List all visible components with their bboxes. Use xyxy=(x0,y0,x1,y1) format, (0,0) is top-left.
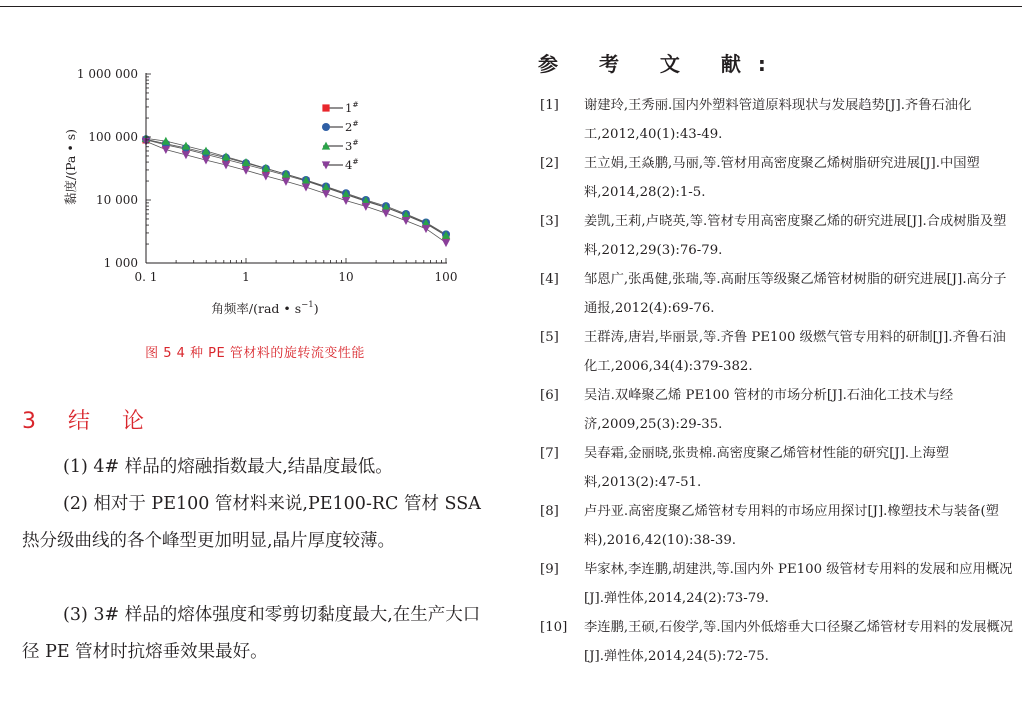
reference-number: [8] xyxy=(540,504,559,519)
section-title: 3 结 论 xyxy=(22,409,150,434)
reference-number: [4] xyxy=(540,272,559,287)
series-line-1 xyxy=(146,140,446,236)
conclusion-paragraph-2: (2) 相对于 PE100 管材料来说,PE100-RC 管材 SSA 热分级曲线的各个峰型更加明显,晶片厚度较薄。 xyxy=(22,494,481,551)
reference-text: 李连鹏,王硕,石俊学,等.国内外低熔垂大口径聚乙烯管材专用料的发展概况[J].弹性体,2014,24(5):72-75. xyxy=(584,620,1014,664)
legend-label-2: 2# xyxy=(345,119,359,134)
series-line-3 xyxy=(146,138,446,235)
reference-item xyxy=(540,555,1015,613)
reference-text: 卢丹亚.高密度聚乙烯管材专用料的市场应用探讨[J].橡塑技术与装备(塑料),2016,42(10):38-39. xyxy=(584,504,999,548)
reference-number: [7] xyxy=(540,446,559,461)
reference-item xyxy=(540,207,1015,265)
legend xyxy=(322,100,359,172)
reference-number: [10] xyxy=(540,620,568,635)
series-4-point xyxy=(442,239,450,247)
series-4-point xyxy=(222,161,230,169)
series-4-point xyxy=(402,217,410,225)
reference-text: 谢建玲,王秀丽.国内外塑料管道原料现状与发展趋势[J].齐鲁石油化工,2012,40(1):43-49. xyxy=(584,98,972,142)
y-axis-label: 黏度/(Pa • s) xyxy=(63,128,78,206)
x-tick-label-1: 1 xyxy=(242,270,250,284)
reference-number: [5] xyxy=(540,330,559,345)
reference-item xyxy=(540,91,1015,149)
series-4-point xyxy=(242,167,250,175)
y-tick-label-100000: 100 000 xyxy=(88,130,138,144)
reference-text: 姜凯,王莉,卢晓英,等.管材专用高密度聚乙烯的研究进展[J].合成树脂及塑料,2012,29(3):76-79. xyxy=(584,214,1007,258)
series-4-point xyxy=(302,184,310,192)
header-rule xyxy=(0,6,1022,7)
x-tick-label-100: 100 xyxy=(434,270,458,284)
series-4-point xyxy=(342,197,350,205)
series-4-point xyxy=(362,203,370,211)
reference-item xyxy=(540,439,1015,497)
figure-caption: 图 5 4 种 PE 管材料的旋转流变性能 xyxy=(145,346,365,361)
reference-number: [6] xyxy=(540,388,559,403)
conclusion-paragraph-3: (3) 3# 样品的熔体强度和零剪切黏度最大,在生产大口径 PE 管材时抗熔垂效果最好。 xyxy=(22,605,481,662)
reference-item xyxy=(540,613,1015,671)
reference-number: [2] xyxy=(540,156,559,171)
y-tick-label-10000: 10 000 xyxy=(96,193,138,207)
reference-item xyxy=(540,381,1015,439)
axes xyxy=(146,73,447,263)
reference-item xyxy=(540,323,1015,381)
legend-label-1: 1# xyxy=(345,100,359,115)
series-4-point xyxy=(382,209,390,217)
reference-text: 王立娟,王焱鹏,马丽,等.管材用高密度聚乙烯树脂研究进展[J].中国塑料,2014,28(2):1-5. xyxy=(584,156,980,200)
reference-item xyxy=(540,149,1015,207)
reference-text: 吴春霜,金丽晓,张贵棉.高密度聚乙烯管材性能的研究[J].上海塑料,2013(2):47-51. xyxy=(584,446,950,490)
reference-number: [1] xyxy=(540,98,559,113)
reference-number: [3] xyxy=(540,214,559,229)
y-tick-label-1000000: 1 000 000 xyxy=(76,67,138,81)
reference-number: [9] xyxy=(540,562,559,577)
legend-marker-1 xyxy=(322,104,329,111)
reference-text: 毕家林,李连鹏,胡建洪,等.国内外 PE100 级管材专用料的发展和应用概况[J].弹性体,2014,24(2):73-79. xyxy=(584,562,1013,606)
x-tick-label-10: 10 xyxy=(338,270,354,284)
series-line-4 xyxy=(146,141,446,242)
legend-marker-2 xyxy=(322,123,330,131)
legend-label-4: 4# xyxy=(345,157,359,172)
series-4-point xyxy=(322,190,330,198)
reference-text: 邹恩广,张禹健,张瑞,等.高耐压等级聚乙烯管材树脂的研究进展[J].高分子通报,2012(4):69-76. xyxy=(584,272,1007,316)
reference-item xyxy=(540,497,1015,555)
reference-text: 吴洁.双峰聚乙烯 PE100 管材的市场分析[J].石油化工技术与经济,2009,25(3):29-35. xyxy=(584,388,954,432)
y-tick-label-1000: 1 000 xyxy=(103,256,138,270)
series-4-point xyxy=(422,225,430,233)
x-tick-label-0.1: 0. 1 xyxy=(134,270,158,284)
legend-label-3: 3# xyxy=(345,138,359,153)
viscosity-chart xyxy=(60,55,480,330)
x-axis-label: 角频率/(rad • $s^{-1}$) xyxy=(211,300,319,316)
reference-item xyxy=(540,265,1015,323)
series-line-2 xyxy=(146,139,446,234)
conclusion-paragraph-1: (1) 4# 样品的熔融指数最大,结晶度最低。 xyxy=(63,457,393,477)
reference-text: 王群涛,唐岩,毕丽景,等.齐鲁 PE100 级燃气管专用料的研制[J].齐鲁石油化工,2006,34(4):379-382. xyxy=(584,330,1006,374)
references-heading: 参 考 文 献: xyxy=(538,52,783,76)
